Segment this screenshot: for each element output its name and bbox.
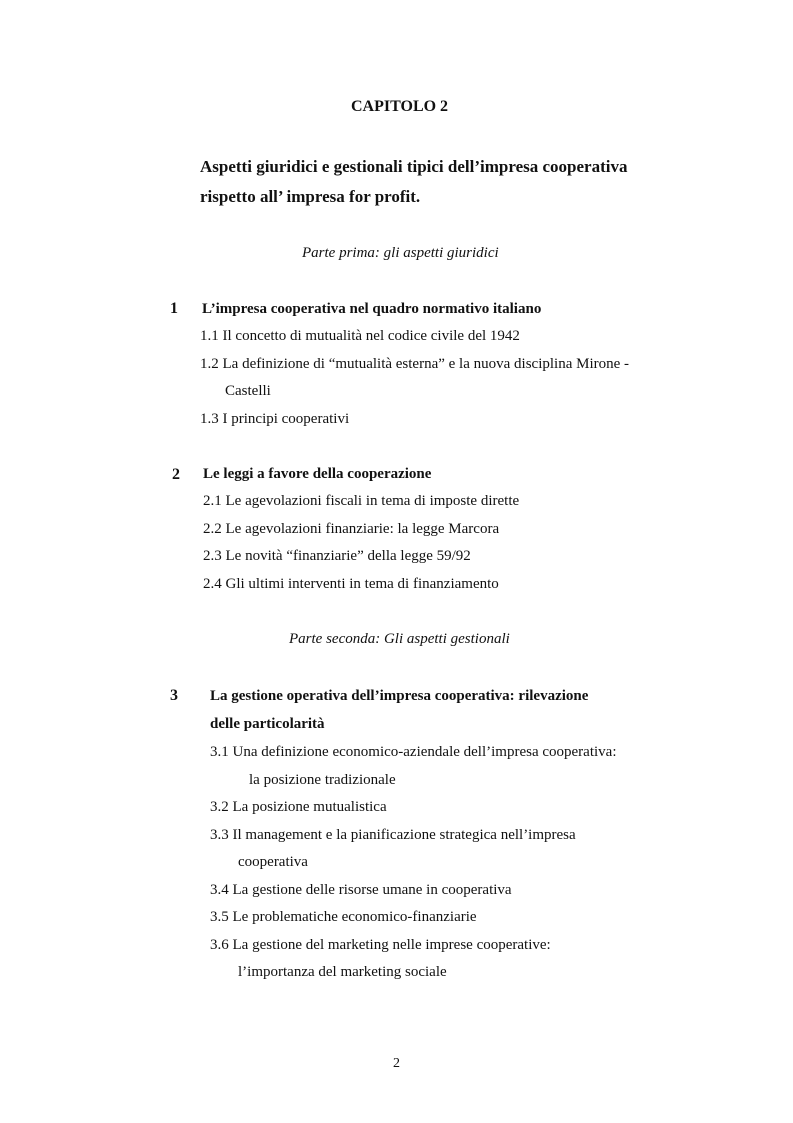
toc-item-3-6-cont: l’importanza del marketing sociale (238, 964, 447, 980)
toc-item-2-2: 2.2 Le agevolazioni finanziarie: la legge Marcora (203, 521, 500, 537)
section-3-title-line-1: La gestione operativa dell’impresa cooperativa: rilevazione (210, 688, 589, 704)
section-2-title: Le leggi a favore della cooperazione (203, 466, 432, 482)
section-3-number: 3 (170, 687, 178, 704)
page-number: 2 (393, 1056, 400, 1071)
toc-item-3-2: 3.2 La posizione mutualistica (210, 799, 387, 815)
toc-item-2-3: 2.3 Le novità “finanziarie” della legge 59/92 (203, 548, 471, 564)
section-1-number: 1 (170, 300, 178, 317)
toc-item-3-3-cont: cooperativa (238, 854, 308, 870)
toc-item-1-2-cont: Castelli (225, 383, 271, 399)
toc-item-2-4: 2.4 Gli ultimi interventi in tema di finanziamento (203, 576, 499, 592)
chapter-title: CAPITOLO 2 (351, 98, 449, 115)
chapter-subtitle-line-1: Aspetti giuridici e gestionali tipici dell’impresa cooperativa (200, 157, 628, 176)
toc-item-3-4: 3.4 La gestione delle risorse umane in cooperativa (210, 882, 512, 898)
toc-item-3-1-cont: la posizione tradizionale (249, 772, 396, 788)
part-one-heading: Parte prima: gli aspetti giuridici (302, 245, 499, 261)
toc-item-3-1: 3.1 Una definizione economico-aziendale dell’impresa cooperativa: (210, 744, 617, 760)
toc-item-2-1: 2.1 Le agevolazioni fiscali in tema di imposte dirette (203, 493, 520, 509)
toc-item-3-3: 3.3 Il management e la pianificazione strategica nell’impresa (210, 827, 576, 843)
toc-item-1-2: 1.2 La definizione di “mutualità esterna” e la nuova disciplina Mirone - (200, 356, 630, 372)
toc-item-1-3: 1.3 I principi cooperativi (200, 411, 350, 427)
toc-item-3-6: 3.6 La gestione del marketing nelle imprese cooperative: (210, 937, 551, 953)
chapter-subtitle-line-2: rispetto all’ impresa for profit. (200, 187, 421, 206)
section-1-title: L’impresa cooperativa nel quadro normativo italiano (202, 301, 542, 317)
toc-item-1-1: 1.1 Il concetto di mutualità nel codice civile del 1942 (200, 328, 520, 344)
part-two-heading: Parte seconda: Gli aspetti gestionali (289, 631, 510, 647)
section-3-title-line-2: delle particolarità (210, 716, 325, 732)
section-2-number: 2 (172, 466, 180, 483)
toc-item-3-5: 3.5 Le problematiche economico-finanziarie (210, 909, 477, 925)
